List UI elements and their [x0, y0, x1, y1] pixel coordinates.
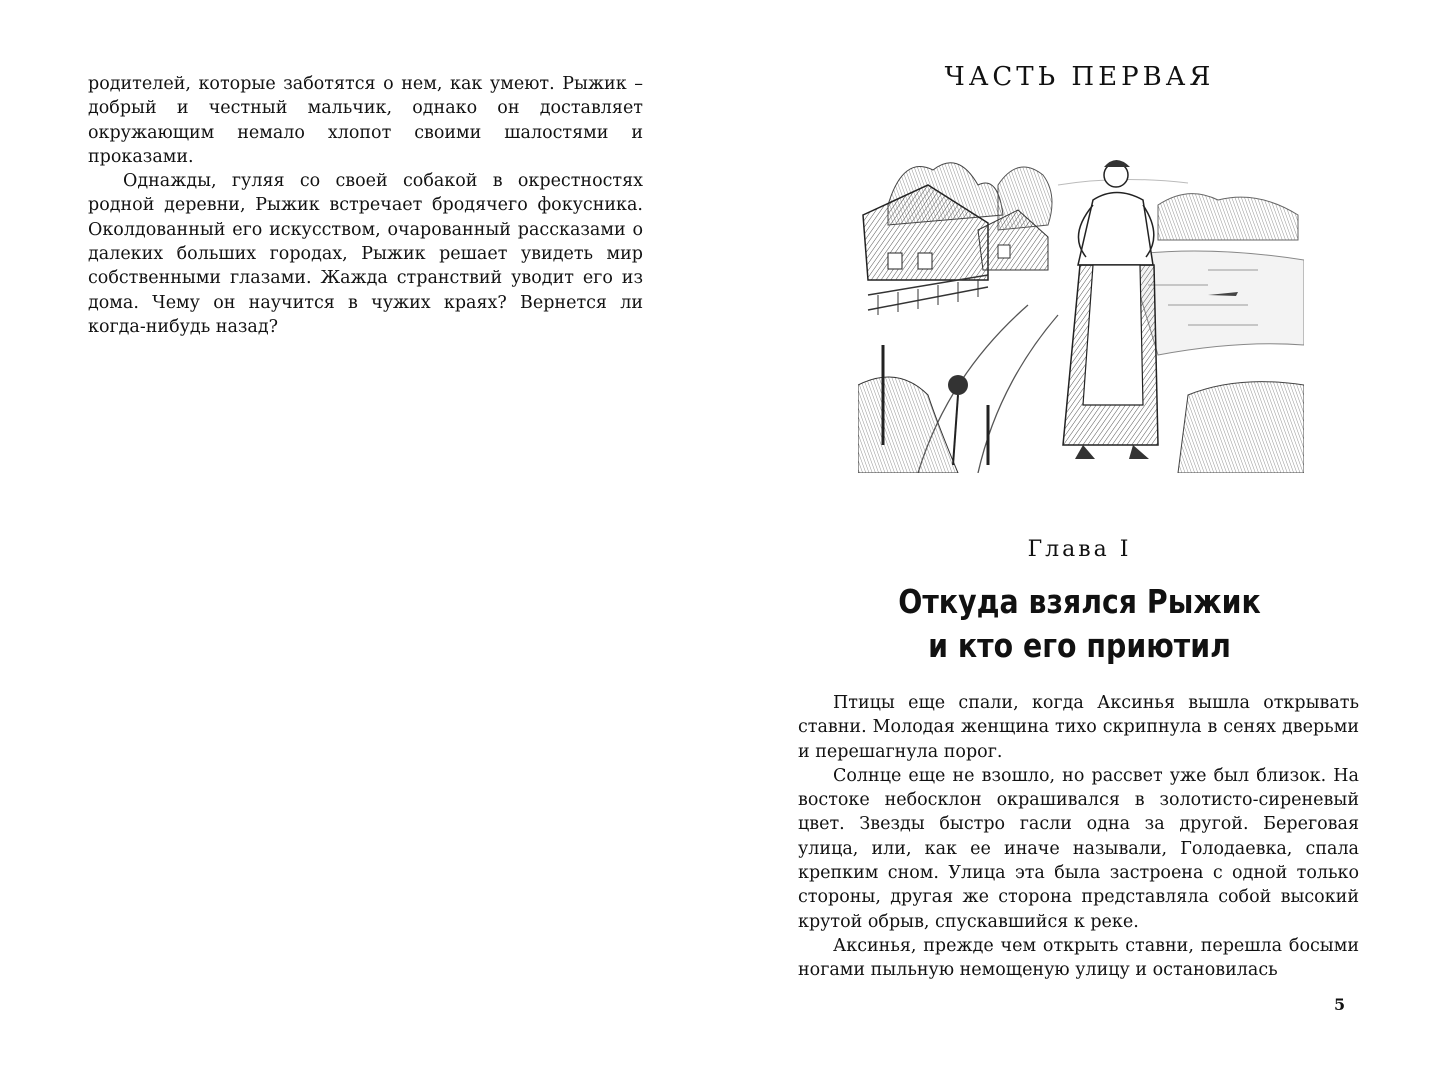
paragraph: Однажды, гуляя со своей собакой в окрестностях родной деревни, Рыжик встречает бродячего фокусника. Околдованный его искусством, очарованный рассказами о далеких больших городах, Рыжик решает увидеть мир собственными глазами. Жажда странствий уводит его из дома. Чему он научится в чужих краях? Вернется ли когда-нибудь назад?: [88, 171, 643, 337]
chapter-title-line: и кто его приютил: [928, 626, 1231, 665]
chapter-title: [839, 580, 1320, 668]
left-page-text: [88, 72, 643, 339]
part-title: ЧАСТЬ ПЕРВАЯ: [944, 62, 1215, 92]
chapter-title-line: Откуда взялся Рыжик: [898, 582, 1261, 621]
paragraph: Аксинья, прежде чем открыть ставни, перешла босыми ногами пыльную немощеную улицу и остановилась: [798, 935, 1359, 981]
chapter-label: Глава I: [1027, 537, 1132, 562]
paragraph: Птицы еще спали, когда Аксинья вышла открывать ставни. Молодая женщина тихо скрипнула в сенях дверьми и перешагнула порог.: [798, 693, 1359, 762]
page-number: 5: [1334, 995, 1346, 1014]
paragraph: родителей, которые заботятся о нем, как умеют. Рыжик – добрый и честный мальчик, однако он доставляет окружающим немало хлопот своими шалостями и проказами.: [88, 74, 643, 167]
right-page: [720, 0, 1439, 1080]
village-woman-illustration: [858, 145, 1304, 473]
right-page-text: [798, 691, 1359, 983]
paragraph: Солнце еще не взошло, но рассвет уже был близок. На востоке небосклон окрашивался в золотисто-сиреневый цвет. Звезды быстро гасли одна за другой. Береговая улица, или, как ее иначе называли, Голодаевка, спала крепким сном. Улица эта была застроена с одной только стороны, другая же сторона представляла собой высокий крутой обрыв, спускавшийся к реке.: [798, 765, 1359, 932]
